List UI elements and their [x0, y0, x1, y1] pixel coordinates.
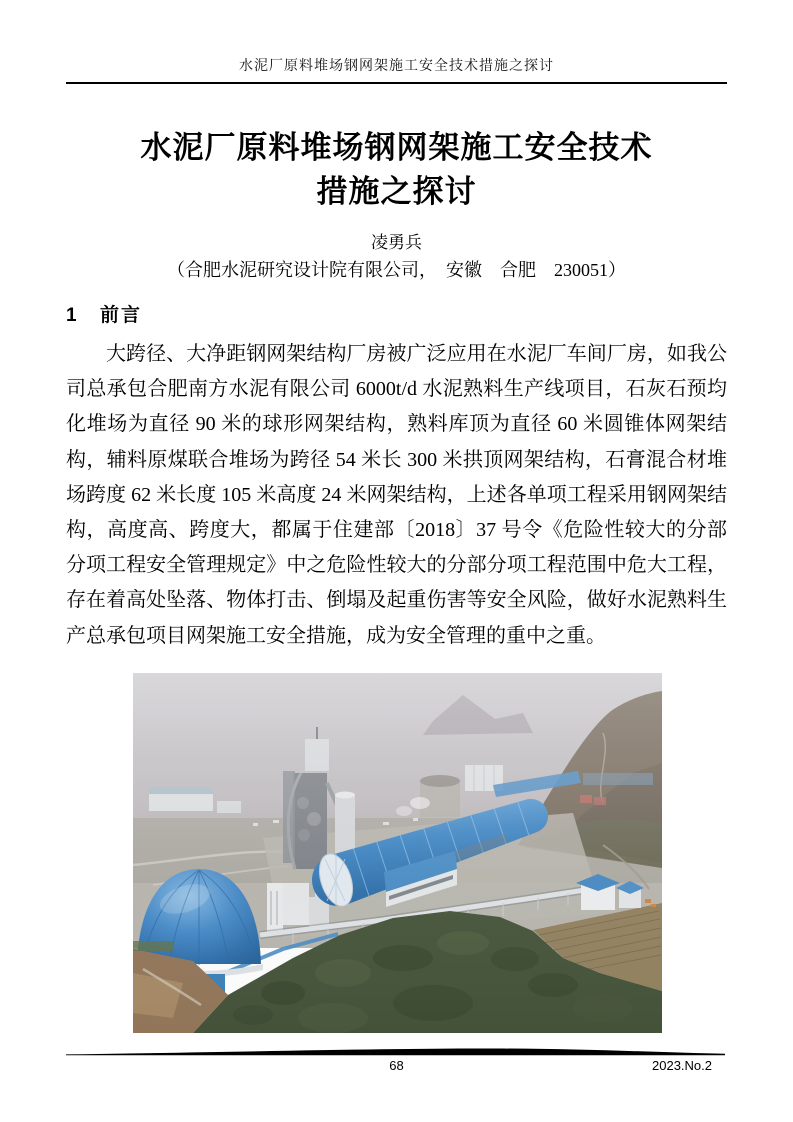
article-title — [46, 126, 747, 214]
section-title: 前言 — [100, 305, 143, 326]
section-number: 1 — [66, 305, 77, 326]
cement-plant-illustration — [133, 673, 662, 1033]
running-title: 水泥厂原料堆场钢网架施工安全技术措施之探讨 — [239, 59, 554, 74]
tone-veil — [133, 673, 662, 1033]
issue-number: 2023.No.2 — [652, 1058, 712, 1073]
body-paragraph: 大跨径、大净距钢网架结构厂房被广泛应用在水泥厂车间厂房，如我公司总承包合肥南方水泥有限公司 6000t/d 水泥熟料生产线项目，石灰石预均化堆场为直径 90 米的球形网架结构，熟料库顶为直径 60 米圆锥体网架结构，辅料原煤联合堆场为跨径 54 米长 300 米拱顶网架结构，石膏混合材堆场跨度 62 米长度 105 米高度 24 米网架结构，上述各单项工程采用钢网架结构，高度高、跨度大，都属于住建部〔2018〕37 号令《危险性较大的分部分项工程安全管理规定》中之危险性较大的分部分项工程范围中危大工程，存在着高处坠落、物体打击、倒塌及起重伤害等安全风险，做好水泥熟料生产总承包项目网架施工安全措施，成为安全管理的重中之重。 — [66, 343, 727, 647]
header-rule — [66, 82, 727, 84]
article-title-line2: 措施之探讨 — [316, 174, 477, 209]
figure-cement-plant-aerial-photo — [133, 673, 662, 1033]
page-number: 68 — [389, 1058, 404, 1073]
section-heading-1 — [66, 302, 727, 330]
author-name: 凌勇兵 — [371, 233, 422, 252]
article-title-line1: 水泥厂原料堆场钢网架施工安全技术 — [140, 130, 653, 165]
author-affiliation: （合肥水泥研究设计院有限公司， 安徽 合肥 230051） — [167, 260, 626, 280]
